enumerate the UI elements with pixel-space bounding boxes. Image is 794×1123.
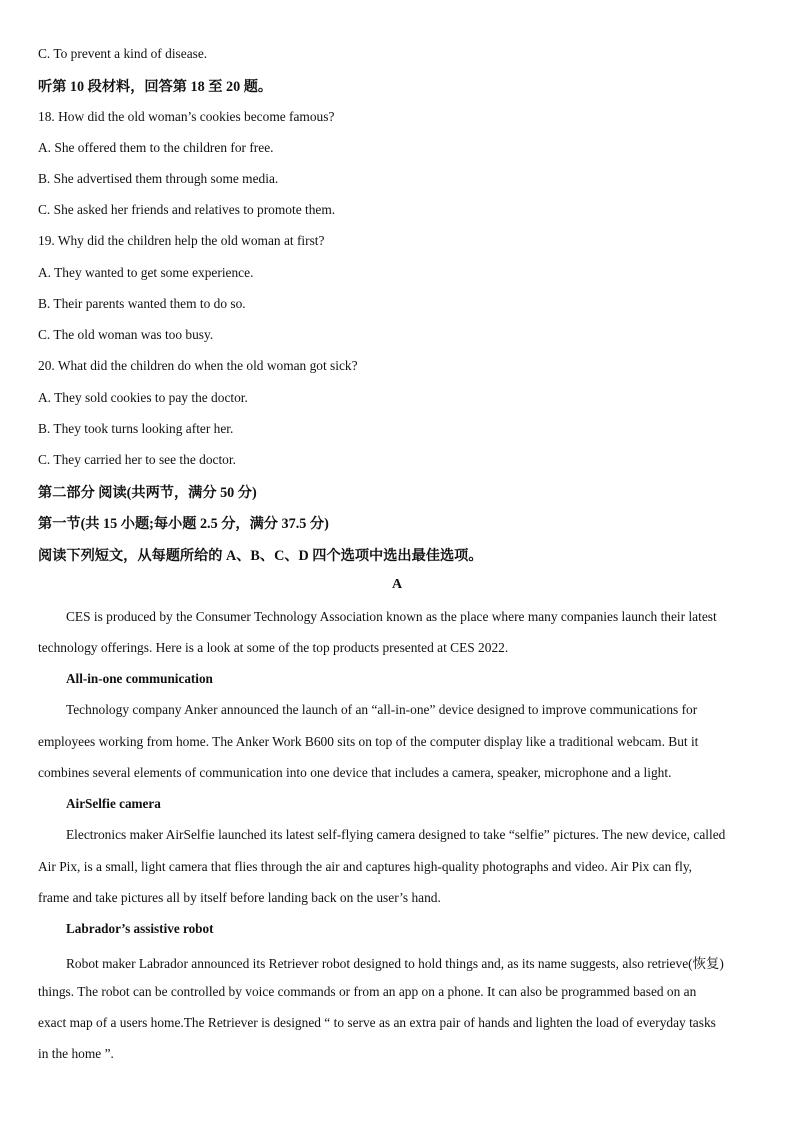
product1-heading: All-in-one communication [66,671,213,686]
q18-option-c: C. She asked her friends and relatives to promote them. [38,202,336,217]
reading-subsection-title: 第一节(共 15 小题;每小题 2.5 分，满分 37.5 分) [38,516,329,532]
product3-line-4: in the home ”. [38,1046,114,1061]
product1-line-2: employees working from home. The Anker Work B600 sits on top of the computer display like a traditional webcam. But it [38,734,699,749]
product3-line-3: exact map of a users home.The Retriever is designed “ to serve as an extra pair of hands and lighten the load of everyday tasks [38,1015,716,1030]
q18-option-b: B. She advertised them through some media. [38,171,279,186]
q17-option-c: C. To prevent a kind of disease. [38,46,208,61]
q18-option-a: A. She offered them to the children for free. [38,140,274,155]
product1-line-1: Technology company Anker announced the launch of an “all-in-one” device designed to improve communications for [66,702,698,717]
q19-option-a: A. They wanted to get some experience. [38,265,254,280]
intro-line-1: CES is produced by the Consumer Technology Association known as the place where many companies launch their latest [66,609,717,624]
q20-option-c: C. They carried her to see the doctor. [38,452,236,467]
q19-option-b: B. Their parents wanted them to do so. [38,296,246,311]
product3-line-1: Robot maker Labrador announced its Retriever robot designed to hold things and, as its name suggests, also retrieve(恢复) [66,956,724,971]
reading-instructions: 阅读下列短文，从每题所给的 A、B、C、D 四个选项中选出最佳选项。 [38,548,483,564]
product2-line-3: frame and take pictures all by itself before landing back on the user’s hand. [38,890,441,905]
product2-heading: AirSelfie camera [66,796,161,811]
q20-option-a: A. They sold cookies to pay the doctor. [38,390,248,405]
q19-question: 19. Why did the children help the old woman at first? [38,233,325,248]
intro-line-2: technology offerings. Here is a look at some of the top products presented at CES 2022. [38,640,509,655]
material10-header: 听第 10 段材料，回答第 18 至 20 题。 [38,79,273,95]
passage-label: A [391,577,403,592]
q19-option-c: C. The old woman was too busy. [38,327,214,342]
reading-part-title: 第二部分 阅读(共两节，满分 50 分) [38,485,257,501]
q18-question: 18. How did the old woman’s cookies become famous? [38,109,335,124]
product3-line-2: things. The robot can be controlled by voice commands or from an app on a phone. It can also be programmed based on an [38,984,697,999]
product2-line-2: Air Pix, is a small, light camera that flies through the air and captures high-quality photographs and video. Air Pix can fly, [38,859,693,874]
product1-line-3: combines several elements of communication into one device that includes a camera, speaker, microphone and a light. [38,765,672,780]
product2-line-1: Electronics maker AirSelfie launched its latest self-flying camera designed to take “selfie” pictures. The new device, called [66,827,726,842]
q20-option-b: B. They took turns looking after her. [38,421,234,436]
product3-heading: Labrador’s assistive robot [66,921,214,936]
q20-question: 20. What did the children do when the old woman got sick? [38,358,358,373]
